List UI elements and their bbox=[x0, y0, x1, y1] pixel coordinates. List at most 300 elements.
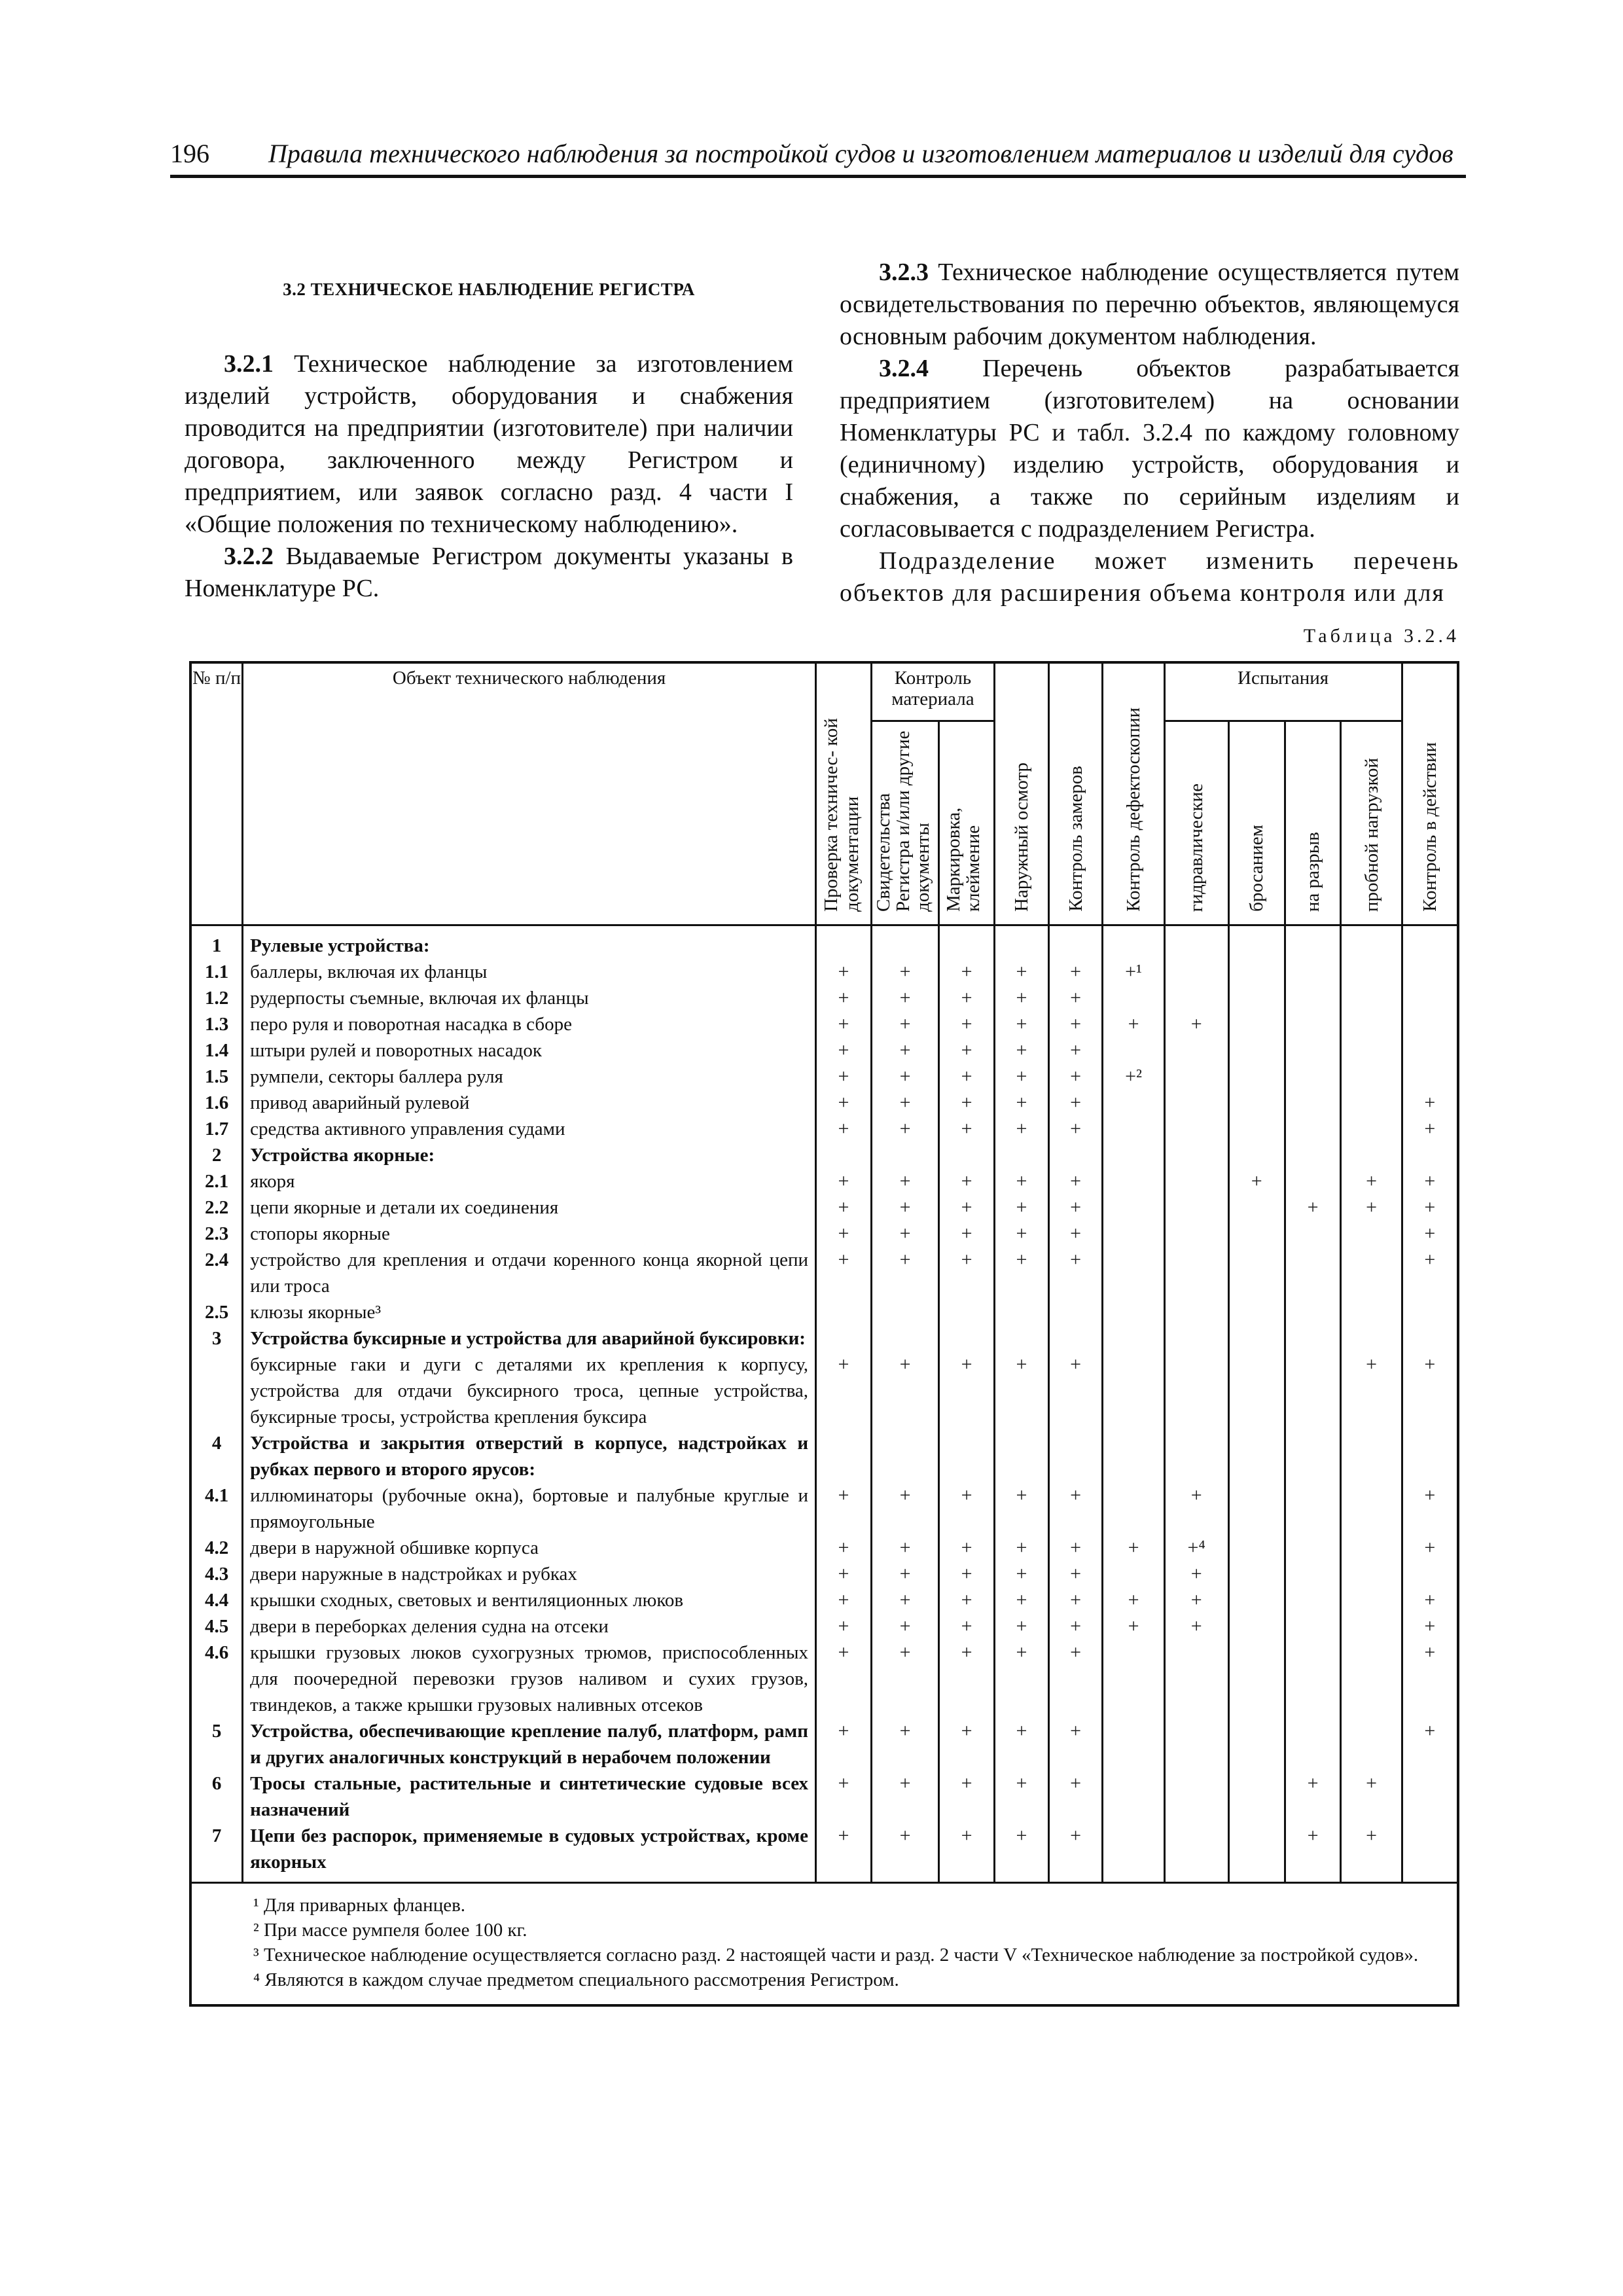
check-mark: + bbox=[995, 1168, 1049, 1194]
check-mark bbox=[1341, 1116, 1402, 1142]
check-mark bbox=[1164, 1064, 1228, 1090]
table-row bbox=[190, 1221, 1458, 1247]
row-object: Устройства якорные: bbox=[243, 1142, 816, 1168]
check-mark: + bbox=[816, 1221, 872, 1247]
row-object: устройство для крепления и отдачи коренного конца якорной цепи или троса bbox=[243, 1247, 816, 1299]
check-mark: + bbox=[871, 1770, 938, 1823]
check-mark: + bbox=[1402, 1718, 1458, 1770]
check-mark bbox=[1228, 1221, 1285, 1247]
check-mark bbox=[1402, 1011, 1458, 1037]
row-number: 2 bbox=[190, 1142, 243, 1168]
check-mark: + bbox=[995, 1194, 1049, 1221]
check-mark: + bbox=[1048, 1352, 1103, 1430]
check-mark: + bbox=[939, 1247, 995, 1299]
check-mark bbox=[1164, 1430, 1228, 1482]
check-mark: + bbox=[816, 1168, 872, 1194]
check-mark bbox=[1285, 925, 1341, 960]
row-object: рудерпосты съемные, включая их фланцы bbox=[243, 985, 816, 1011]
header-break: на разрыв bbox=[1285, 721, 1341, 925]
check-mark: + bbox=[816, 959, 872, 985]
check-mark bbox=[1228, 1561, 1285, 1587]
check-mark bbox=[1285, 1430, 1341, 1482]
check-mark: + bbox=[871, 1194, 938, 1221]
check-mark bbox=[1285, 1352, 1341, 1430]
table-row bbox=[190, 1299, 1458, 1325]
check-mark bbox=[1164, 1325, 1228, 1352]
row-number bbox=[190, 1352, 243, 1430]
check-mark: + bbox=[871, 1352, 938, 1430]
check-mark: + bbox=[1402, 1116, 1458, 1142]
check-mark bbox=[1164, 1142, 1228, 1168]
check-mark bbox=[1341, 1640, 1402, 1718]
check-mark bbox=[939, 1430, 995, 1482]
paragraph bbox=[185, 541, 793, 605]
paragraph bbox=[840, 257, 1459, 353]
running-title: Правила технического наблюдения за постройкой судов и изготовлением материалов и изделий для судов bbox=[268, 139, 1454, 168]
check-mark: + bbox=[1341, 1352, 1402, 1430]
row-number: 4.2 bbox=[190, 1535, 243, 1561]
row-object: средства активного управления судами bbox=[243, 1116, 816, 1142]
check-mark bbox=[871, 1325, 938, 1352]
check-mark: + bbox=[939, 1011, 995, 1037]
header-hydraulic: гидравлические bbox=[1164, 721, 1228, 925]
check-mark: + bbox=[871, 1116, 938, 1142]
check-mark: + bbox=[1048, 1770, 1103, 1823]
check-mark bbox=[1228, 1770, 1285, 1823]
check-mark: + bbox=[939, 1587, 995, 1613]
row-object: двери наружные в надстройках и рубках bbox=[243, 1561, 816, 1587]
row-object: якоря bbox=[243, 1168, 816, 1194]
check-mark: + bbox=[995, 1770, 1049, 1823]
check-mark bbox=[1285, 959, 1341, 985]
header-visual: Наружный осмотр bbox=[995, 662, 1049, 925]
footnote: ⁴ Являются в каждом случае предметом специального рассмотрения Регистром. bbox=[253, 1969, 899, 1990]
check-mark bbox=[1285, 1037, 1341, 1064]
check-mark: + bbox=[939, 1168, 995, 1194]
row-number: 6 bbox=[190, 1770, 243, 1823]
check-mark bbox=[1103, 1718, 1164, 1770]
row-number: 4.3 bbox=[190, 1561, 243, 1587]
table-row bbox=[190, 1090, 1458, 1116]
check-mark bbox=[995, 1325, 1049, 1352]
row-object: Устройства, обеспечивающие крепление палуб, платформ, рамп и других аналогичных конструкций в нерабочем положении bbox=[243, 1718, 816, 1770]
check-mark: + bbox=[995, 1352, 1049, 1430]
check-mark: + bbox=[1402, 1221, 1458, 1247]
check-mark: + bbox=[995, 959, 1049, 985]
check-mark bbox=[939, 1325, 995, 1352]
check-mark bbox=[1164, 1221, 1228, 1247]
check-mark bbox=[1341, 1482, 1402, 1535]
check-mark bbox=[1341, 1090, 1402, 1116]
check-mark bbox=[1402, 1561, 1458, 1587]
table-row bbox=[190, 1535, 1458, 1561]
check-mark: + bbox=[939, 1221, 995, 1247]
check-mark: + bbox=[1048, 1613, 1103, 1640]
table-row bbox=[190, 1613, 1458, 1640]
check-mark bbox=[1164, 925, 1228, 960]
check-mark: + bbox=[939, 1482, 995, 1535]
check-mark bbox=[1285, 1116, 1341, 1142]
row-number: 4 bbox=[190, 1430, 243, 1482]
footnote: ³ Техническое наблюдение осуществляется согласно разд. 2 настоящей части и разд. 2 части V «Техническое наблюдение за постройкой судов». bbox=[253, 1945, 1419, 1965]
check-mark: + bbox=[1103, 1587, 1164, 1613]
check-mark bbox=[1164, 1299, 1228, 1325]
check-mark bbox=[1164, 1037, 1228, 1064]
check-mark bbox=[1341, 925, 1402, 960]
check-mark bbox=[1228, 1116, 1285, 1142]
check-mark: + bbox=[1048, 1090, 1103, 1116]
header-material-group: Контроль материала bbox=[871, 662, 994, 721]
row-number: 1.1 bbox=[190, 959, 243, 985]
row-number: 1 bbox=[190, 925, 243, 960]
check-mark: + bbox=[1164, 1587, 1228, 1613]
row-object: клюзы якорные³ bbox=[243, 1299, 816, 1325]
check-mark: + bbox=[871, 1613, 938, 1640]
check-mark bbox=[1285, 1640, 1341, 1718]
check-mark bbox=[1228, 1823, 1285, 1882]
check-mark bbox=[1341, 1221, 1402, 1247]
check-mark bbox=[939, 925, 995, 960]
check-mark: + bbox=[871, 1011, 938, 1037]
check-mark: + bbox=[1341, 1194, 1402, 1221]
check-mark: + bbox=[995, 1823, 1049, 1882]
check-mark: + bbox=[995, 1064, 1049, 1090]
row-number: 1.2 bbox=[190, 985, 243, 1011]
check-mark: + bbox=[939, 1823, 995, 1882]
check-mark: + bbox=[1402, 1090, 1458, 1116]
check-mark bbox=[1103, 985, 1164, 1011]
table-row bbox=[190, 1561, 1458, 1587]
check-mark bbox=[1103, 1247, 1164, 1299]
check-mark bbox=[1164, 1770, 1228, 1823]
check-mark bbox=[1103, 1561, 1164, 1587]
check-mark bbox=[1285, 1482, 1341, 1535]
row-object: цепи якорные и детали их соединения bbox=[243, 1194, 816, 1221]
check-mark bbox=[1341, 1718, 1402, 1770]
check-mark bbox=[1285, 1142, 1341, 1168]
header-tests-group: Испытания bbox=[1164, 662, 1402, 721]
row-object: иллюминаторы (рубочные окна), бортовые и палубные круглые и прямоугольные bbox=[243, 1482, 816, 1535]
check-mark bbox=[995, 1430, 1049, 1482]
row-number: 4.6 bbox=[190, 1640, 243, 1718]
page-number: 196 bbox=[170, 139, 209, 168]
row-number: 1.7 bbox=[190, 1116, 243, 1142]
check-mark: + bbox=[816, 1823, 872, 1882]
check-mark: + bbox=[816, 1535, 872, 1561]
check-mark bbox=[1285, 1299, 1341, 1325]
check-mark: + bbox=[939, 1037, 995, 1064]
table-row bbox=[190, 1823, 1458, 1882]
check-mark: + bbox=[1402, 1613, 1458, 1640]
check-mark: + bbox=[816, 1770, 872, 1823]
check-mark bbox=[1402, 985, 1458, 1011]
check-mark: + bbox=[939, 959, 995, 985]
check-mark: + bbox=[939, 1770, 995, 1823]
check-mark: + bbox=[1402, 1194, 1458, 1221]
check-mark bbox=[1103, 1640, 1164, 1718]
row-object: румпели, секторы баллера руля bbox=[243, 1064, 816, 1090]
check-mark: + bbox=[1103, 1535, 1164, 1561]
header-doc-check: Проверка техничес- кой документации bbox=[816, 662, 872, 925]
row-object: крышки грузовых люков сухогрузных трюмов, приспособленных для поочередной перевозки грузов наливом и сухих грузов, твиндеков, а также крышки грузовых наливных отсеков bbox=[243, 1640, 816, 1718]
check-mark: + bbox=[816, 1194, 872, 1221]
check-mark: + bbox=[995, 1116, 1049, 1142]
table-footnotes bbox=[192, 1882, 1457, 2004]
check-mark bbox=[1341, 959, 1402, 985]
check-mark: + bbox=[1341, 1770, 1402, 1823]
row-object: Тросы стальные, растительные и синтетические судовые всех назначений bbox=[243, 1770, 816, 1823]
paragraph-number: 3.2.4 bbox=[879, 355, 929, 382]
check-mark: + bbox=[1164, 1561, 1228, 1587]
check-mark: + bbox=[1048, 1482, 1103, 1535]
check-mark: + bbox=[871, 1561, 938, 1587]
footnote: ¹ Для приварных фланцев. bbox=[253, 1895, 466, 1916]
check-mark bbox=[1164, 1352, 1228, 1430]
check-mark bbox=[1228, 1090, 1285, 1116]
check-mark bbox=[816, 1430, 872, 1482]
check-mark: + bbox=[1048, 1168, 1103, 1194]
check-mark: + bbox=[1103, 1011, 1164, 1037]
check-mark: + bbox=[871, 1535, 938, 1561]
check-mark: + bbox=[871, 1064, 938, 1090]
table-caption: Таблица 3.2.4 bbox=[1303, 625, 1459, 647]
check-mark: + bbox=[1048, 1194, 1103, 1221]
check-mark bbox=[1228, 985, 1285, 1011]
row-number: 1.5 bbox=[190, 1064, 243, 1090]
check-mark: + bbox=[995, 1247, 1049, 1299]
check-mark: + bbox=[995, 1587, 1049, 1613]
check-mark bbox=[1228, 925, 1285, 960]
check-mark: + bbox=[995, 1482, 1049, 1535]
footnote: ² При массе румпеля более 100 кг. bbox=[253, 1920, 527, 1941]
check-mark: + bbox=[939, 1718, 995, 1770]
left-column bbox=[185, 257, 793, 605]
check-mark: + bbox=[816, 1613, 872, 1640]
check-mark bbox=[1228, 1587, 1285, 1613]
check-mark: +¹ bbox=[1103, 959, 1164, 985]
check-mark bbox=[1402, 1064, 1458, 1090]
check-mark bbox=[1228, 1325, 1285, 1352]
check-mark: + bbox=[1048, 1718, 1103, 1770]
row-number: 2.1 bbox=[190, 1168, 243, 1194]
check-mark: + bbox=[1402, 1587, 1458, 1613]
row-object: двери в наружной обшивке корпуса bbox=[243, 1535, 816, 1561]
paragraph bbox=[840, 353, 1459, 545]
check-mark bbox=[1285, 985, 1341, 1011]
check-mark: + bbox=[1103, 1613, 1164, 1640]
row-object: баллеры, включая их фланцы bbox=[243, 959, 816, 985]
row-number: 4.1 bbox=[190, 1482, 243, 1535]
check-mark: + bbox=[871, 1221, 938, 1247]
check-mark bbox=[816, 1299, 872, 1325]
check-mark: + bbox=[871, 1482, 938, 1535]
table-row bbox=[190, 1640, 1458, 1718]
header-object: Объект технического наблюдения bbox=[243, 662, 816, 925]
check-mark: + bbox=[939, 1194, 995, 1221]
check-mark bbox=[1228, 1064, 1285, 1090]
paragraph-text: Перечень объектов разрабатывается предприятием (изготовителем) на основании Номенклатуры РС и табл. 3.2.4 по каждому головному (единичному) изделию устройств, оборудования и снабжения, а также по серийным изделиям и согласовывается с подразделением Регистра. bbox=[840, 355, 1459, 543]
check-mark bbox=[1164, 1823, 1228, 1882]
check-mark: + bbox=[1402, 1640, 1458, 1718]
check-mark bbox=[1341, 1299, 1402, 1325]
check-mark bbox=[1341, 1535, 1402, 1561]
check-mark bbox=[1341, 1613, 1402, 1640]
check-mark bbox=[1103, 1482, 1164, 1535]
check-mark bbox=[995, 1142, 1049, 1168]
check-mark bbox=[1048, 1430, 1103, 1482]
table-row bbox=[190, 1116, 1458, 1142]
check-mark bbox=[1341, 1247, 1402, 1299]
check-mark bbox=[1228, 1535, 1285, 1561]
check-mark bbox=[1341, 985, 1402, 1011]
table-row bbox=[190, 1587, 1458, 1613]
check-mark: +² bbox=[1103, 1064, 1164, 1090]
check-mark bbox=[1228, 959, 1285, 985]
check-mark: + bbox=[816, 1064, 872, 1090]
check-mark: + bbox=[871, 985, 938, 1011]
check-mark: + bbox=[1048, 959, 1103, 985]
requirements-table bbox=[189, 661, 1459, 2007]
check-mark: + bbox=[816, 1640, 872, 1718]
row-number: 3 bbox=[190, 1325, 243, 1352]
check-mark: + bbox=[939, 985, 995, 1011]
header-proof-load: пробной нагрузкой bbox=[1341, 721, 1402, 925]
row-number: 1.4 bbox=[190, 1037, 243, 1064]
check-mark: + bbox=[1285, 1194, 1341, 1221]
check-mark bbox=[1228, 1299, 1285, 1325]
check-mark: + bbox=[1285, 1823, 1341, 1882]
row-object: Рулевые устройства: bbox=[243, 925, 816, 960]
table-row bbox=[190, 1011, 1458, 1037]
check-mark bbox=[1402, 959, 1458, 985]
row-number: 2.2 bbox=[190, 1194, 243, 1221]
check-mark: + bbox=[995, 1011, 1049, 1037]
table-row bbox=[190, 959, 1458, 985]
check-mark bbox=[1285, 1718, 1341, 1770]
header-measure: Контроль замеров bbox=[1048, 662, 1103, 925]
check-mark: + bbox=[871, 1090, 938, 1116]
row-number: 7 bbox=[190, 1823, 243, 1882]
check-mark: + bbox=[816, 1037, 872, 1064]
check-mark bbox=[995, 925, 1049, 960]
check-mark: + bbox=[1402, 1535, 1458, 1561]
paragraph-text: Подразделение может изменить перечень объектов для расширения объема контроля или для bbox=[840, 547, 1459, 607]
check-mark bbox=[1103, 1770, 1164, 1823]
check-mark bbox=[1164, 985, 1228, 1011]
check-mark bbox=[1103, 1090, 1164, 1116]
check-mark: + bbox=[1228, 1168, 1285, 1194]
check-mark bbox=[1341, 1011, 1402, 1037]
check-mark: + bbox=[871, 959, 938, 985]
check-mark: + bbox=[995, 1613, 1049, 1640]
check-mark bbox=[1228, 1718, 1285, 1770]
row-number: 1.3 bbox=[190, 1011, 243, 1037]
table-row bbox=[190, 925, 1458, 960]
check-mark: + bbox=[939, 1090, 995, 1116]
check-mark: + bbox=[1341, 1823, 1402, 1882]
check-mark bbox=[1341, 1325, 1402, 1352]
check-mark: + bbox=[816, 1561, 872, 1587]
check-mark: + bbox=[871, 1168, 938, 1194]
row-number: 2.5 bbox=[190, 1299, 243, 1325]
check-mark: + bbox=[995, 1718, 1049, 1770]
check-mark bbox=[1103, 1194, 1164, 1221]
check-mark: + bbox=[871, 1640, 938, 1718]
table-row bbox=[190, 1037, 1458, 1064]
check-mark: + bbox=[995, 1037, 1049, 1064]
row-object: Устройства буксирные и устройства для аварийной буксировки: bbox=[243, 1325, 816, 1352]
paragraph-number: 3.2.2 bbox=[224, 543, 274, 570]
running-header bbox=[170, 139, 1466, 178]
check-mark: + bbox=[939, 1640, 995, 1718]
check-mark bbox=[1103, 1823, 1164, 1882]
check-mark bbox=[1103, 1325, 1164, 1352]
row-number: 4.4 bbox=[190, 1587, 243, 1613]
check-mark bbox=[1285, 1613, 1341, 1640]
check-mark bbox=[871, 1142, 938, 1168]
check-mark: + bbox=[939, 1064, 995, 1090]
header-drop: бросанием bbox=[1228, 721, 1285, 925]
check-mark: + bbox=[871, 1587, 938, 1613]
check-mark bbox=[1048, 1142, 1103, 1168]
check-mark bbox=[1103, 1037, 1164, 1064]
check-mark: + bbox=[816, 1482, 872, 1535]
table-row bbox=[190, 1430, 1458, 1482]
header-marking: Маркировка, клеймение bbox=[939, 721, 995, 925]
row-object: привод аварийный рулевой bbox=[243, 1090, 816, 1116]
check-mark bbox=[1285, 1064, 1341, 1090]
paragraph-number: 3.2.3 bbox=[879, 259, 929, 286]
paragraph bbox=[840, 545, 1459, 609]
check-mark bbox=[1402, 1142, 1458, 1168]
check-mark: + bbox=[1164, 1613, 1228, 1640]
check-mark bbox=[1164, 1116, 1228, 1142]
check-mark: +⁴ bbox=[1164, 1535, 1228, 1561]
table-row bbox=[190, 1142, 1458, 1168]
check-mark: + bbox=[1402, 1352, 1458, 1430]
check-mark bbox=[1402, 1037, 1458, 1064]
table-row bbox=[190, 985, 1458, 1011]
check-mark bbox=[1103, 1168, 1164, 1194]
check-mark bbox=[1285, 1325, 1341, 1352]
table-row bbox=[190, 1482, 1458, 1535]
check-mark bbox=[1164, 1194, 1228, 1221]
check-mark: + bbox=[1285, 1770, 1341, 1823]
row-number: 2.4 bbox=[190, 1247, 243, 1299]
paragraph-number: 3.2.1 bbox=[224, 350, 274, 378]
check-mark bbox=[1164, 1640, 1228, 1718]
table-row bbox=[190, 1194, 1458, 1221]
check-mark bbox=[1048, 1325, 1103, 1352]
check-mark bbox=[1228, 1142, 1285, 1168]
check-mark bbox=[1228, 1194, 1285, 1221]
check-mark bbox=[871, 1299, 938, 1325]
check-mark: + bbox=[871, 1823, 938, 1882]
paragraph-text: Техническое наблюдение осуществляется путем освидетельствования по перечню объектов, являющемуся основным рабочим документом наблюдения. bbox=[840, 259, 1459, 350]
check-mark: + bbox=[1402, 1168, 1458, 1194]
check-mark bbox=[1048, 925, 1103, 960]
row-object: крышки сходных, световых и вентиляционных люков bbox=[243, 1587, 816, 1613]
right-column bbox=[840, 257, 1459, 609]
check-mark bbox=[1228, 1640, 1285, 1718]
check-mark: + bbox=[1048, 1221, 1103, 1247]
paragraph-text: Выдаваемые Регистром документы указаны в Номенклатуре РС. bbox=[185, 543, 793, 602]
table-row bbox=[190, 1325, 1458, 1352]
check-mark bbox=[1228, 1352, 1285, 1430]
check-mark bbox=[1341, 1142, 1402, 1168]
check-mark bbox=[816, 1142, 872, 1168]
header-ndt: Контроль дефектоскопии bbox=[1103, 662, 1164, 925]
